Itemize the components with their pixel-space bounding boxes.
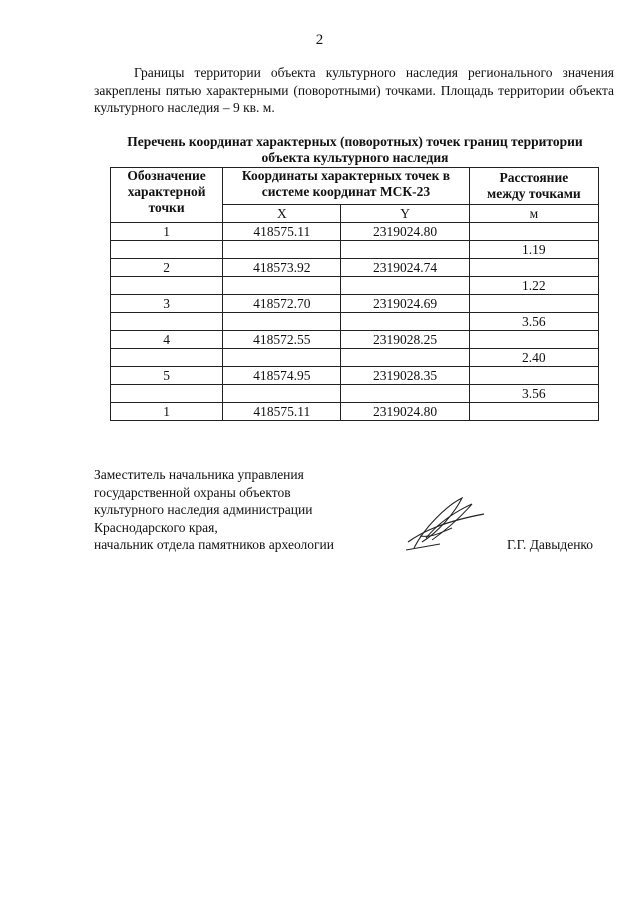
cell-dist [469,331,598,349]
table-row [111,259,599,277]
intro-text: Границы территории объекта культурного наследия регионального значения закреплены пятью характерными (поворотными) точками. Площадь территории объекта культурного наследия – 9 кв. м. [94,65,614,115]
table-row [111,241,599,259]
cell-point: 4 [111,331,223,349]
header-coords-line: Координаты характерных точек в [241,168,451,183]
cell-point [111,277,223,295]
cell-dist: 2.40 [469,349,598,367]
cell-y: 2319028.35 [341,367,469,385]
cell-x: 418572.70 [223,295,341,313]
cell-y [341,277,469,295]
table-row [111,313,599,331]
cell-x: 418575.11 [223,223,341,241]
cell-dist: 3.56 [469,313,598,331]
table-row [111,385,599,403]
cell-dist [469,367,598,385]
cell-x: 418574.95 [223,367,341,385]
signature-line: культурного наследия администрации [94,502,313,517]
signature-line: Заместитель начальника управления [94,467,304,482]
cell-dist: 1.19 [469,241,598,259]
header-coords [223,168,469,205]
cell-y: 2319024.80 [341,403,469,421]
table-title-line-2: объекта культурного наследия [261,150,449,165]
cell-y [341,385,469,403]
header-distance-line: между точками [487,186,581,201]
cell-y: 2319024.80 [341,223,469,241]
cell-dist [469,295,598,313]
table-row [111,349,599,367]
intro-paragraph [94,64,614,117]
handwritten-signature [402,492,490,554]
table-row [111,403,599,421]
cell-x [223,385,341,403]
cell-x [223,313,341,331]
cell-point: 3 [111,295,223,313]
cell-y: 2319024.69 [341,295,469,313]
table-header-row [111,168,599,205]
signer-name: Г.Г. Давыденко [507,537,594,552]
header-point [111,168,223,223]
header-point-line: точки [148,200,185,215]
cell-point: 2 [111,259,223,277]
table-body [111,223,599,421]
table-row [111,277,599,295]
header-y: Y [341,205,469,223]
table-row [111,295,599,313]
header-point-line: характерной [127,184,206,199]
table-row [111,331,599,349]
cell-y: 2319024.74 [341,259,469,277]
cell-y [341,241,469,259]
cell-x: 418573.92 [223,259,341,277]
table-title-line-1: Перечень координат характерных (поворотных) точек границ территории [127,134,583,149]
cell-point: 1 [111,403,223,421]
signature-line: начальник отдела памятников археологии [94,537,334,552]
cell-x [223,349,341,367]
header-distance [469,168,598,205]
cell-y [341,313,469,331]
cell-point: 5 [111,367,223,385]
page-number: 2 [315,32,324,48]
signature-line: государственной охраны объектов [94,484,291,500]
cell-dist: 1.22 [469,277,598,295]
cell-x: 418575.11 [223,403,341,421]
table-title [90,134,620,166]
header-unit: м [469,205,598,223]
cell-dist [469,223,598,241]
signature-block [94,466,334,554]
cell-dist [469,259,598,277]
cell-x [223,277,341,295]
cell-x [223,241,341,259]
header-x: X [223,205,341,223]
header-distance-line: Расстояние [499,170,569,185]
cell-point: 1 [111,223,223,241]
cell-dist: 3.56 [469,385,598,403]
coordinates-table [110,167,599,421]
cell-y: 2319028.25 [341,331,469,349]
header-coords-line: системе координат МСК-23 [261,184,431,199]
table-row [111,367,599,385]
table-row [111,223,599,241]
cell-x: 418572.55 [223,331,341,349]
cell-dist [469,403,598,421]
cell-y [341,349,469,367]
cell-point [111,349,223,367]
cell-point [111,241,223,259]
cell-point [111,385,223,403]
cell-point [111,313,223,331]
header-point-line: Обозначение [127,168,206,183]
signature-line: Краснодарского края, [94,519,218,535]
